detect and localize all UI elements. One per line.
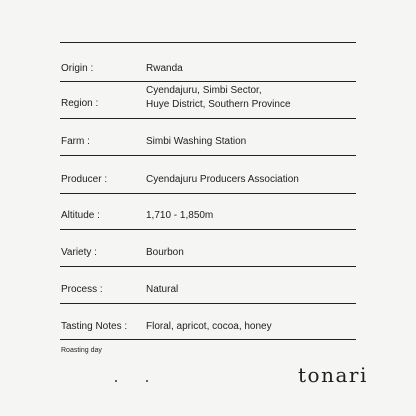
altitude-label: Altitude : <box>61 210 100 221</box>
divider-bottom <box>60 339 356 340</box>
process-label: Process : <box>61 284 103 295</box>
coffee-info-card <box>60 0 368 416</box>
variety-value: Bourbon <box>146 247 184 258</box>
divider <box>60 81 356 82</box>
farm-label: Farm : <box>61 136 90 147</box>
divider <box>60 118 356 119</box>
dot-mark <box>115 380 117 382</box>
divider-top <box>60 42 356 43</box>
dot-mark <box>146 380 148 382</box>
divider <box>60 266 356 267</box>
region-value-line1: Cyendajuru, Simbi Sector, <box>146 85 262 96</box>
region-label: Region : <box>61 98 99 109</box>
brand-logo: tonari <box>298 363 368 387</box>
divider <box>60 303 356 304</box>
altitude-value: 1,710 - 1,850m <box>146 210 214 221</box>
tasting-notes-label: Tasting Notes : <box>61 321 128 332</box>
variety-label: Variety : <box>61 247 97 258</box>
divider <box>60 193 356 194</box>
tasting-notes-value: Floral, apricot, cocoa, honey <box>146 321 272 332</box>
origin-label: Origin : <box>61 63 94 74</box>
process-value: Natural <box>146 284 179 295</box>
origin-value: Rwanda <box>146 63 183 74</box>
divider <box>60 229 356 230</box>
producer-label: Producer : <box>61 174 108 185</box>
roasting-day-label: Roasting day <box>61 347 102 354</box>
region-value-line2: Huye District, Southern Province <box>146 99 291 110</box>
divider <box>60 155 356 156</box>
producer-value: Cyendajuru Producers Association <box>146 174 299 185</box>
farm-value: Simbi Washing Station <box>146 136 247 147</box>
